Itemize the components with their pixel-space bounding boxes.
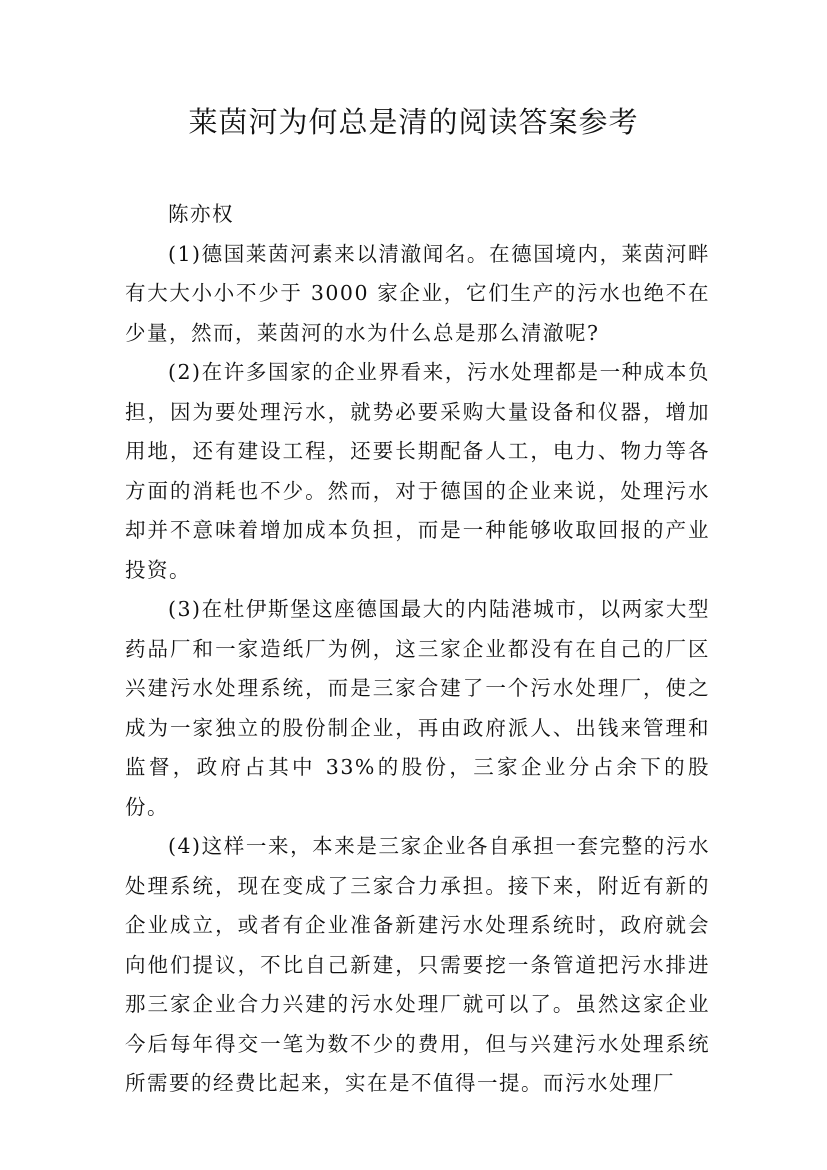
paragraph-4: (4)这样一来，本来是三家企业各自承担一套完整的污水处理系统，现在变成了三家合力承担。接下来，附近有新的企业成立，或者有企业准备新建污水处理系统时，政府就会向他们提议，不比自己新建，只需要挖一条管道把污水排进那三家企业合力兴建的污水处理厂就可以了。虽然这家企业今后每年得交一笔为数不少的费用，但与兴建污水处理系统所需要的经费比起来，实在是不值得一提。而污水处理厂: [125, 834, 710, 1095]
paragraph-3: (3)在杜伊斯堡这座德国最大的内陆港城市，以两家大型药品厂和一家造纸厂为例，这三家企业都没有在自己的厂区兴建污水处理系统，而是三家合建了一个污水处理厂，使之成为一家独立的股份制企业，再由政府派人、出钱来管理和监督，政府占其中 33%的股份，三家企业分占余下的股份。: [125, 597, 710, 819]
paragraph-1: (1)德国莱茵河素来以清澈闻名。在德国境内，莱茵河畔有大大小小不少于 3000 家企业，它们生产的污水也绝不在少量，然而，莱茵河的水为什么总是那么清澈呢?: [125, 241, 710, 345]
author-name: 陈亦权: [168, 202, 234, 226]
document-title: 莱茵河为何总是清的阅读答案参考: [188, 105, 639, 139]
paragraph-2: (2)在许多国家的企业界看来，污水处理都是一种成本负担，因为要处理污水，就势必要采购大量设备和仪器，增加用地，还有建设工程，还要长期配备人工，电力、物力等各方面的消耗也不少。然而，对于德国的企业来说，处理污水却并不意味着增加成本负担，而是一种能够收取回报的产业投资。: [125, 360, 710, 582]
document-body: [125, 195, 710, 1104]
